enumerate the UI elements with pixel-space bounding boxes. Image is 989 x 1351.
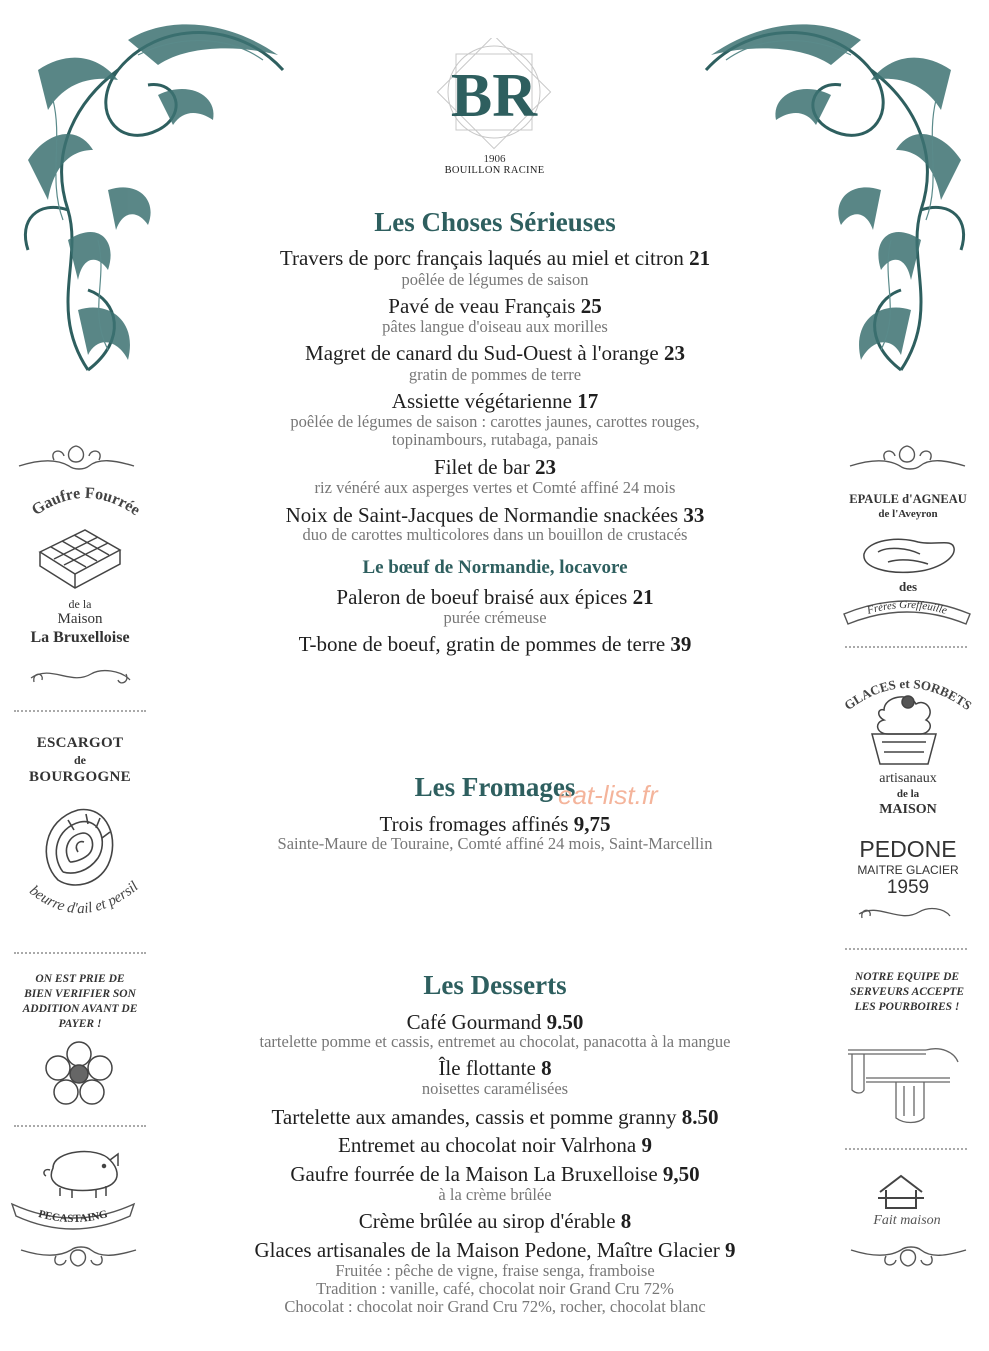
menu-item [190,294,800,318]
dish-name: Pavé de veau Français [388,294,576,318]
glaces-maison: MAISON [879,802,937,817]
dish-name: Café Gourmand [406,1010,542,1034]
dish-price: 9 [725,1238,736,1262]
house-icon [876,1172,926,1214]
dish-description: gratin de pommes de terre [408,365,582,384]
dish-name: Filet de bar [434,455,530,479]
dish-description: purée crémeuse [443,608,547,627]
pecastaing-text: PECASTAING [37,1208,109,1226]
dish-description: topinambours, rutabaga, panais [391,430,599,449]
logo-emblem-icon [432,38,557,150]
menu-item [190,246,800,270]
dish-name: Assiette végétarienne [391,389,572,413]
dish-name: Île flottante [438,1056,536,1080]
menu-item [190,1105,800,1129]
gaufre-maison: Maison [57,611,103,627]
dish-price: 21 [689,246,711,270]
menu-item [190,455,800,479]
menu-item [190,812,800,836]
agneau-line1: EPAULE d'AGNEAU [849,492,967,506]
dish-name: T-bone de boeuf, gratin de pommes de terre [298,632,666,656]
menu-item [190,1238,800,1262]
dish-price: 23 [663,341,685,365]
dish-description: tartelette pomme et cassis, entremet au chocolat, panacotta à la mangue [259,1032,731,1051]
section-title-choses: Les Choses Sérieuses [374,207,616,237]
dish-name: Glaces artisanales de la Maison Pedone, Maître Glacier [254,1238,720,1262]
greffeuille-ribbon [838,592,976,626]
pourboires-line3: LES POURBOIRES ! [854,1001,960,1013]
dish-price: 8.50 [681,1105,719,1129]
agneau-des: des [898,579,918,594]
menu-item [190,585,800,609]
dish-name: Trois fromages affinés [379,812,569,836]
pecastaing-ribbon [4,1196,142,1232]
dish-price: 8 [620,1209,632,1233]
fait-maison-label: Fait maison [873,1213,941,1228]
dish-price: 9.50 [546,1010,584,1034]
menu-item [190,389,800,413]
flower-icon [44,1040,114,1106]
dish-name: Travers de porc français laqués au miel et citron [279,246,684,270]
dish-description: Sainte-Maure de Touraine, Comté affiné 24 mois, Saint-Marcellin [277,834,713,853]
dish-name: Magret de canard du Sud-Ouest à l'orange [305,341,659,365]
restaurant-logo [432,38,557,178]
dish-description: poêlée de légumes de saison : carottes jaunes, carottes rouges, [290,412,700,431]
swirl-flourish-icon [26,660,134,690]
escargot-line2: BOURGOGNE [29,769,131,785]
dish-name: Gaufre fourrée de la Maison La Bruxelloise [290,1162,658,1186]
scroll-flourish-icon [845,438,970,476]
escargot-arc-title [14,874,154,934]
svg-text:Frères Greffeuille [865,599,949,617]
pourboires-line1: NOTRE EQUIPE DE [854,971,960,983]
menu-item [190,1010,800,1034]
sidebar-divider [845,1148,967,1150]
dish-description: à la crème brûlée [438,1185,552,1204]
logo-name: BOUILLON RACINE [444,165,545,176]
dish-description: riz vénéré aux asperges vertes et Comté affiné 24 mois [314,478,676,497]
dish-price: 23 [534,455,556,479]
notice-line2: BIEN VERIFIER SON [24,988,136,1000]
sidebar-divider [845,948,967,950]
menu-item [190,1162,800,1186]
svg-text:Gaufre Fourrée [29,485,143,519]
scroll-flourish-icon [16,1236,141,1274]
dish-price: 39 [670,632,692,656]
notice-line3: ADDITION AVANT DE [22,1003,138,1015]
escargot-line1: ESCARGOT [36,735,124,751]
section-title-fromages: Les Fromages [414,772,576,802]
notice-line1: ON EST PRIE DE [35,973,125,985]
glaces-de-la: de la [896,788,920,800]
dish-price: 33 [683,503,705,527]
dish-name: Tartelette aux amandes, cassis et pomme granny [271,1105,677,1129]
dish-description: poêlée de légumes de saison [401,270,589,289]
menu-item [190,1209,800,1233]
dish-name: Crème brûlée au sirop d'érable [358,1209,616,1233]
dish-description: Fruitée : pêche de vigne, fraise senga, framboise [335,1261,655,1280]
agneau-line2: de l'Aveyron [878,508,938,520]
dish-price: 8 [541,1056,552,1080]
dish-description: pâtes langue d'oiseau aux morilles [382,317,608,336]
pig-icon [38,1138,126,1200]
logo-year: 1906 [483,153,506,165]
dish-name: Paleron de boeuf braisé aux épices [336,585,628,609]
gaufre-brand: La Bruxelloise [30,629,130,646]
waiter-hand-towel-icon [846,1028,966,1128]
gaufre-arc-text: Gaufre Fourrée [28,484,144,520]
dish-description: duo de carottes multicolores dans un bouillon de crustacés [302,525,688,544]
menu-item [190,632,800,656]
pedone-name: PEDONE [859,836,957,862]
dish-price: 25 [580,294,602,318]
dish-price: 21 [632,585,654,609]
dish-name: Noix de Saint-Jacques de Normandie snackées [285,503,679,527]
pedone-sub: MAITRE GLACIER [857,863,959,877]
menu-item [190,341,800,365]
scroll-flourish-icon [14,438,139,476]
watermark-text: eat-list.fr [558,780,658,810]
pourboires-line2: SERVEURS ACCEPTE [849,986,965,998]
svg-text:PECASTAING [37,1208,109,1225]
gaufre-de-la: de la [68,597,92,611]
dish-description: noisettes caramélisées [421,1079,569,1098]
gaufre-arc-title [20,480,150,528]
subsection-title-boeuf: Le bœuf de Normandie, locavore [362,557,628,578]
dish-description: Tradition : vanille, café, chocolat noir Grand Cru 72% [316,1279,674,1298]
menu-item [190,503,800,527]
swirl-flourish-icon [854,900,954,926]
sidebar-divider [14,1125,146,1127]
glaces-arc-text: GLACES et SORBETS [841,675,975,714]
svg-text:beurre d'ail et persil [26,879,141,917]
pedone-year: 1959 [886,877,930,898]
escargot-de: de [74,753,86,767]
greffeuille-text: Frères Greffeuille [865,598,949,617]
lamb-shoulder-icon [858,530,958,578]
sidebar-divider [845,646,967,648]
section-title-desserts: Les Desserts [423,970,567,1000]
dish-price: 9,75 [573,812,611,836]
sidebar-divider [14,710,146,712]
dish-price: 9,50 [662,1162,700,1186]
dish-price: 17 [577,389,599,413]
dish-price: 9 [641,1133,652,1157]
glaces-artisanaux: artisanaux [879,771,937,786]
dish-name: Entremet au chocolat noir Valrhona [338,1133,637,1157]
scroll-flourish-icon [846,1236,971,1274]
sidebar-divider [14,952,146,954]
ice-cream-cup-icon [864,692,944,770]
menu-item [190,1056,800,1080]
escargot-arc-text: beurre d'ail et persil [26,878,142,918]
logo-monogram: BR [450,62,538,130]
notice-line4: PAYER ! [58,1018,102,1030]
menu-item [190,1133,800,1157]
dish-description: Chocolat : chocolat noir Grand Cru 72%, rocher, chocolat blanc [284,1297,706,1316]
waffle-icon [30,522,130,594]
